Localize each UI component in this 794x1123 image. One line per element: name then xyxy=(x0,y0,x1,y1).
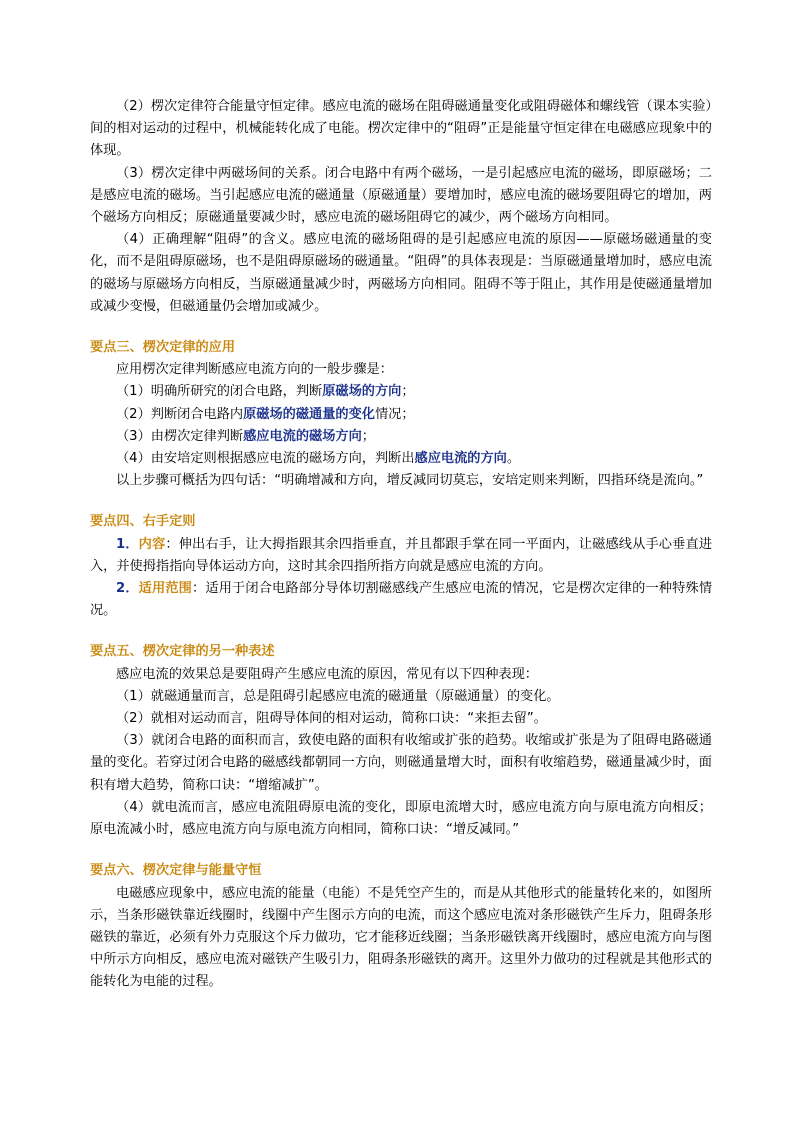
effect-3: （3）就闭合电路的面积而言，致使电路的面积有收缩或扩张的趋势。收缩或扩张是为了阻碍电路磁通量的变化。若穿过闭合电路的磁感线都朝同一方向，则磁通量增大时，面积有收缩趋势，磁通量减少时，面积有增大趋势，简称口诀：“增缩减扩”。 xyxy=(90,733,712,793)
effect-1: （1）就磁通量而言，总是阻碍引起感应电流的磁通量（原磁通量）的变化。 xyxy=(116,688,560,704)
step-4-text: （4）由安培定则根据感应电流的磁场方向，判断出 xyxy=(116,451,415,467)
step-2-end: 情况； xyxy=(374,406,415,422)
heading-point-four: 要点四、右手定则 xyxy=(90,514,196,530)
paragraph-steps-intro: 应用楞次定律判断感应电流方向的一般步骤是： xyxy=(116,362,393,378)
step-3-highlight: 感应电流的磁场方向 xyxy=(243,428,362,444)
step-4-end: 。 xyxy=(506,451,521,467)
step-1-highlight: 原磁场的方向 xyxy=(322,384,402,400)
paragraph-energy-conservation: （2）楞次定律符合能量守恒定律。感应电流的磁场在阻碍磁通量变化或阻碍磁体和螺线管（课本实验）间的相对运动的过程中，机械能转化成了电能。楞次定律中的“阻碍”正是能量守恒定律在电磁感应现象中的体现。 xyxy=(90,99,712,159)
step-1-end: ； xyxy=(401,384,415,400)
step-1 xyxy=(90,381,712,403)
heading-point-five: 要点五、楞次定律的另一种表述 xyxy=(90,644,275,660)
document-page xyxy=(90,96,712,994)
paragraph-effects-intro: 感应电流的效果总是要阻碍产生感应电流的原因，常见有以下四种表现： xyxy=(116,666,538,682)
step-3 xyxy=(90,426,712,448)
step-3-end: ； xyxy=(361,428,375,444)
heading-point-six: 要点六、楞次定律与能量守恒 xyxy=(90,863,262,879)
effect-4: （4）就电流而言，感应电流阻碍原电流的变化，即原电流增大时，感应电流方向与原电流方向相反；原电流减小时，感应电流方向与原电流方向相同，简称口诀：“增反减同。” xyxy=(90,799,712,838)
step-4-highlight: 感应电流的方向 xyxy=(414,451,507,467)
item-1-number: 1． xyxy=(116,536,139,552)
paragraph-steps-summary: 以上步骤可概括为四句话：“明确增减和方向，增反减同切莫忘，安培定则来判断，四指环绕是流向。” xyxy=(116,473,704,489)
paragraph-two-fields: （3）楞次定律中两磁场间的关系。闭合电路中有两个磁场，一是引起感应电流的磁场，即原磁场；二是感应电流的磁场。当引起感应电流的磁通量（原磁通量）要增加时，感应电流的磁场要阻碍它的增加，两个磁场方向相反；原磁通量要减少时，感应电流的磁场阻碍它的减少，两个磁场方向相同。 xyxy=(90,165,712,226)
right-hand-rule-scope xyxy=(90,578,712,622)
paragraph-hinder-meaning: （4）正确理解“阻碍”的含义。感应电流的磁场阻碍的是引起感应电流的原因——原磁场磁通量的变化，而不是阻碍原磁场，也不是阻碍原磁场的磁通量。“阻碍”的具体表现是：当原磁通量增加时，感应电流的磁场与原磁场方向相反，当原磁通量减少时，两磁场方向相同。阻碍不等于阻止，其作用是使磁通量增加或减少变慢，但磁通量仍会增加或减少。 xyxy=(90,232,712,314)
item-1-text: ：伸出右手，让大拇指跟其余四指垂直，并且都跟手掌在同一平面内，让磁感线从手心垂直进入，并使拇指指向导体运动方向，这时其余四指所指方向就是感应电流的方向。 xyxy=(90,536,713,574)
step-3-text: （3）由楞次定律判断 xyxy=(116,428,244,444)
step-2-highlight: 原磁场的磁通量的变化 xyxy=(243,406,375,422)
step-2-text: （2）判断闭合电路内 xyxy=(116,406,244,422)
right-hand-rule-content xyxy=(90,534,712,578)
item-1-label: 内容 xyxy=(138,536,166,552)
paragraph-energy-transfer: 电磁感应现象中，感应电流的能量（电能）不是凭空产生的，而是从其他形式的能量转化来的，如图所示，当条形磁铁靠近线圈时，线圈中产生图示方向的电流，而这个感应电流对条形磁铁产生斥力，阻碍条形磁铁的靠近，必须有外力克服这个斥力做功，它才能移近线圈；当条形磁铁离开线圈时，感应电流方向与图中所示方向相反，感应电流对磁铁产生吸引力，阻碍条形磁铁的离开。这里外力做功的过程就是其他形式的能转化为电能的过程。 xyxy=(90,885,712,990)
step-2 xyxy=(90,404,712,426)
effect-2: （2）就相对运动而言，阻碍导体间的相对运动，简称口诀：“来拒去留”。 xyxy=(116,711,547,727)
step-1-text: （1）明确所研究的闭合电路，判断 xyxy=(116,384,323,400)
item-2-text: ：适用于闭合电路部分导体切割磁感线产生感应电流的情况，它是楞次定律的一种特殊情况。 xyxy=(90,581,713,619)
heading-point-three: 要点三、楞次定律的应用 xyxy=(90,340,236,356)
item-2-label: 适用范围 xyxy=(138,581,193,597)
step-4 xyxy=(90,448,712,470)
item-2-number: 2． xyxy=(116,581,139,597)
